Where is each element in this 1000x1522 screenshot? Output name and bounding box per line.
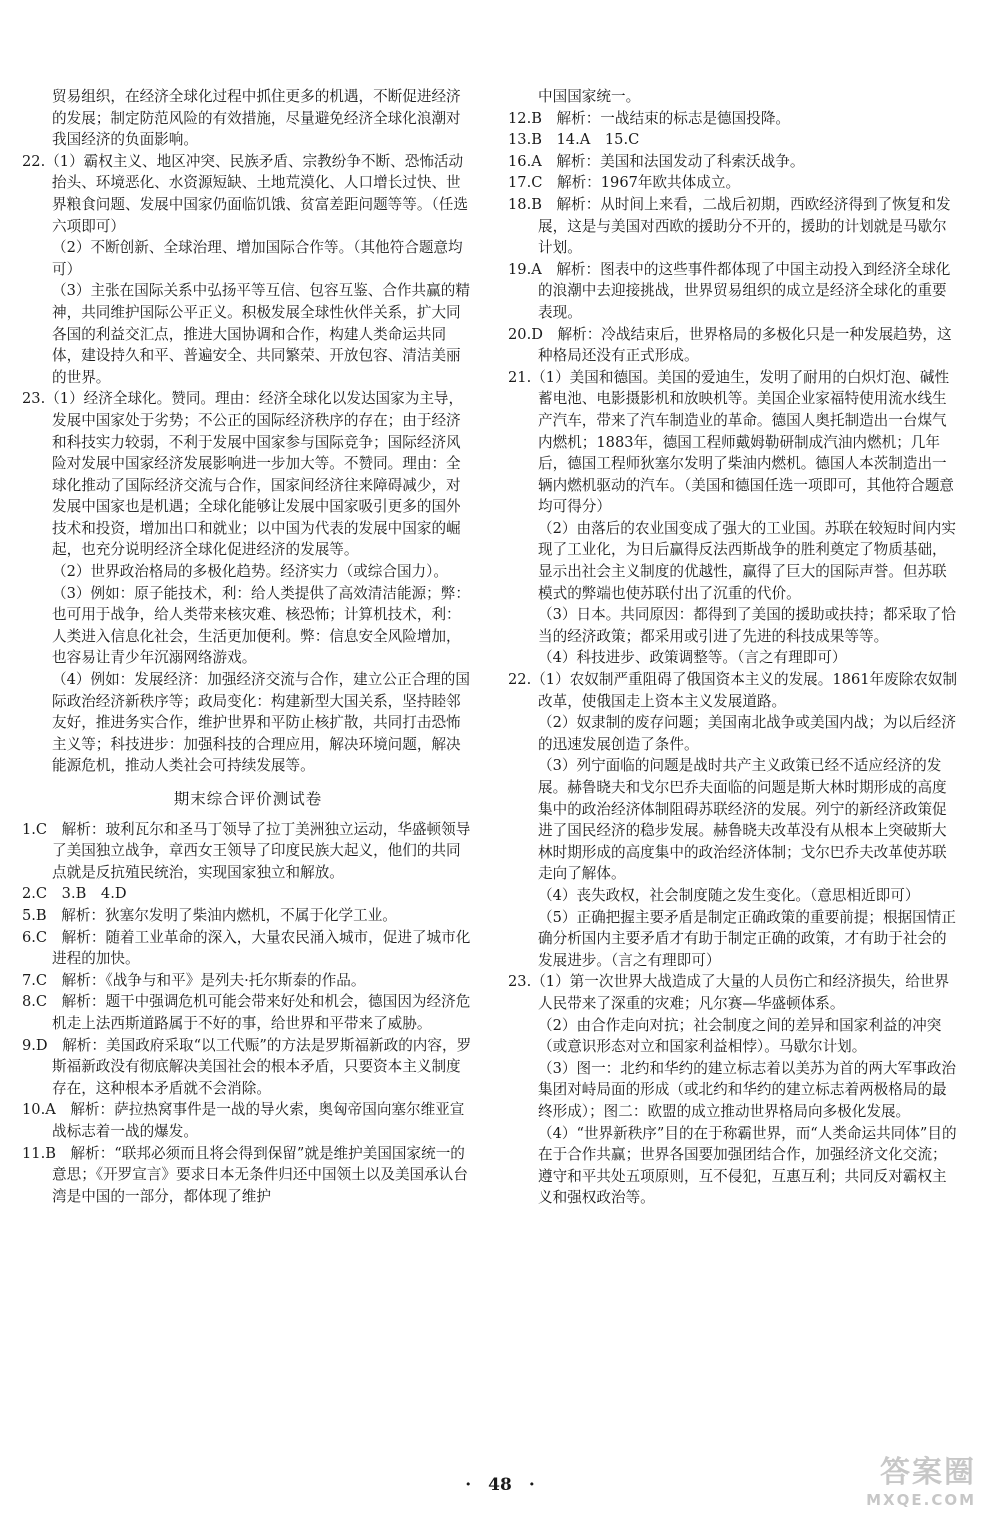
answer-entry: 9.D 解析：美国政府采取“以工代赈”的方法是罗斯福新政的内容，罗斯福新政没有彻底解决美国社会的根本矛盾，只要资本主义制度存在，这种根本矛盾就不会消除。 xyxy=(22,1036,472,1097)
section-title: 期末综合评价测试卷 xyxy=(173,790,323,808)
answer-entry: 18.B 解析：从时间上来看，二战后初期，西欧经济得到了恢复和发展，这是与美国对西欧的援助分不开的，援助的计划就是马歇尔计划。 xyxy=(508,195,951,257)
answer-paragraph: （2）世界政治格局的多极化趋势。经济实力（或综合国力）。 xyxy=(52,563,449,581)
answer-entry: 17.C 解析：1967年欧共体成立。 xyxy=(508,174,741,192)
answer-paragraph: （4）丧失政权，社会制度随之发生变化。（意思相近即可） xyxy=(538,886,920,904)
answer-entry: 7.C 解析：《战争与和平》是列夫·托尔斯泰的作品。 xyxy=(22,971,366,989)
answer-paragraph: （4）例如：发展经济：加强经济交流与合作，建立公正合理的国际政治经济新秩序等；政局变化：构建新型大国关系，坚持睦邻友好，推进务实合作，维护世界和平防止核扩散，共同打击恐怖主义等；科技进步：加强科技的合理应用，解决环境问题，解决能源危机，推动人类社会可持续发展等。 xyxy=(52,671,470,775)
answer-entry: 10.A 解析：萨拉热窝事件是一战的导火索，奥匈帝国向塞尔维亚宣战标志着一战的爆发。 xyxy=(22,1101,465,1140)
answer-entry: 11.B 解析：“联邦必须而且将会得到保留”就是维护美国国家统一的意思；《开罗宣言》要求日本无条件归还中国领土以及美国承认台湾是中国的一部分，都体现了维护 xyxy=(22,1144,468,1205)
watermark-url: MXQE.COM xyxy=(866,1491,976,1509)
answer-entry: 6.C 解析：随着工业革命的深入，大量农民涌入城市，促进了城市化进程的加快。 xyxy=(22,928,471,968)
answer-paragraph: （3）列宁面临的问题是战时共产主义政策已经不适应经济的发展。赫鲁晓夫和戈尔巴乔夫面临的问题是斯大林时期形成的高度集中的政治经济体制阻碍苏联经济的发展。列宁的新经济政策促进了国民经济的稳步发展。赫鲁晓夫改革没有从根本上突破斯大林时期形成的高度集中的政治经济体制；戈尔巴乔夫改革使苏联走向了解体。 xyxy=(538,757,947,883)
answer-entry: 8.C 解析：题干中强调危机可能会带来好处和机会，德国因为经济危机走上法西斯道路属于不好的事，给世界和平带来了威胁。 xyxy=(22,993,471,1032)
answer-paragraph: （3）图一：北约和华约的建立标志着以美苏为首的两大军事政治集团对峙局面的形成（或北约和华约的建立标志着两极格局的最终形成）；图二：欧盟的成立推动世界格局向多极化发展。 xyxy=(538,1059,956,1120)
answer-paragraph: （4）“世界新秩序”目的在于称霸世界，而“人类命运共同体”目的在于合作共赢；世界各国要加强团结合作，加强经济文化交流；遵守和平共处五项原则，互不侵犯，互惠互利；共同反对霸权主义和强权政治等。 xyxy=(538,1124,957,1207)
answer-paragraph: 中国国家统一。 xyxy=(538,88,641,105)
watermark-logo xyxy=(746,1455,976,1515)
answer-paragraph: （5）正确把握主要矛盾是制定正确政策的重要前提；根据国情正确分析国内主要矛盾才有助于制定正确的政策，才有助于社会的发展进步。（言之有理即可） xyxy=(538,908,956,969)
answer-entry: 16.A 解析：美国和法国发动了科索沃战争。 xyxy=(508,152,805,170)
answer-entry: 22.（1）农奴制严重阻碍了俄国资本主义的发展。1861年废除农奴制改革，使俄国走上资本主义发展道路。 xyxy=(508,671,958,710)
answer-paragraph: （3）例如：原子能技术，利：给人类提供了高效清洁能源；弊：也可用于战争，给人类带来核灾难、核恐怖；计算机技术，利：人类进入信息化社会，生活更加便利。弊：信息安全风险增加，也容易让青少年沉溺网络游戏。 xyxy=(52,584,470,667)
answer-entry: 19.A 解析：图表中的这些事件都体现了中国主动投入到经济全球化的浪潮中去迎接挑战，世界贸易组织的成立是经济全球化的重要表现。 xyxy=(508,260,951,321)
watermark-text: 答案圈 xyxy=(880,1455,976,1490)
answer-entry: 22.（1）霸权主义、地区冲突、民族矛盾、宗教纷争不断、恐怖活动抬头、环境恶化、水资源短缺、土地荒漠化、人口增长过快、世界粮食问题、发展中国家仍面临饥饿、贫富差距问题等等。（任选六项即可） xyxy=(22,152,468,235)
answer-entry: 20.D 解析：冷战结束后，世界格局的多极化只是一种发展趋势，这种格局还没有正式形成。 xyxy=(508,325,952,365)
answer-entry: 12.B 解析：一战结束的标志是德国投降。 xyxy=(508,109,791,127)
answer-paragraph: （3）主张在国际关系中弘扬平等互信、包容互鉴、合作共赢的精神，共同维护国际公平正义。积极发展全球性伙伴关系，扩大同各国的利益交汇点，推进大国协调和合作，构建人类命运共同体，建设持久和平、普遍安全、共同繁荣、开放包容、清洁美丽的世界。 xyxy=(52,282,470,386)
answer-paragraph: （2）由合作走向对抗；社会制度之间的差异和国家利益的冲突（或意识形态对立和国家利益相悖）。马歇尔计划。 xyxy=(538,1016,942,1056)
answer-paragraph: （2）由落后的农业国变成了强大的工业国。苏联在较短时间内实现了工业化，为日后赢得反法西斯战争的胜利奠定了物质基础，显示出社会主义制度的优越性，赢得了巨大的国际声誉。但苏联模式的弊端也使苏联付出了沉重的代价。 xyxy=(538,519,956,602)
right-column xyxy=(508,86,960,1209)
answer-entry: 23.（1）第一次世界大战造成了大量的人员伤亡和经济损失，给世界人民带来了深重的灾难；凡尔赛—华盛顿体系。 xyxy=(508,973,950,1012)
answer-entry: 5.B 解析：狄塞尔发明了柴油内燃机，不属于化学工业。 xyxy=(22,906,397,924)
answer-paragraph: （3）日本。共同原因：都得到了美国的援助或扶持；都采取了恰当的经济政策；都采用或引进了先进的科技成果等等。 xyxy=(538,606,956,645)
answer-paragraph: （4）科技进步、政策调整等。（言之有理即可） xyxy=(538,649,847,667)
answer-entry: 23.（1）经济全球化。赞同。理由：经济全球化以发达国家为主导，发展中国家处于劣势；不公正的国际经济秩序的存在；由于经济和科技实力较弱，不利于发展中国家参与国际竞争；国际经济风险对发展中国家经济发展影响进一步加大等。不赞同。理由：全球化推动了国际经济交流与合作，国家间经济往来障碍减少，对发展中国家也是机遇；全球化能够让发展中国家吸引更多的国外技术和投资，增加出口和就业；以中国为代表的发展中国家的崛起，也充分说明经济全球化促进经济的发展等。 xyxy=(22,390,464,559)
answer-paragraph: 贸易组织，在经济全球化过程中抓住更多的机遇，不断促进经济的发展；制定防范风险的有效措施，尽量避免经济全球化浪潮对我国经济的负面影响。 xyxy=(52,88,461,149)
answer-entry: 1.C 解析：玻利瓦尔和圣马丁领导了拉丁美洲独立运动，华盛顿领导了美国独立战争，章西女王领导了印度民族大起义，他们的共同点就是反抗殖民统治，实现国家独立和解放。 xyxy=(22,820,471,881)
page-number: · 48 · xyxy=(465,1475,535,1495)
answer-entry: 13.B 14.A 15.C xyxy=(508,131,640,149)
answer-entry: 21.（1）美国和德国。美国的爱迪生，发明了耐用的白炽灯泡、碱性蓄电池、电影摄影机和放映机等。美国企业家福特使用流水线生产汽车，带来了汽车制造业的革命。德国人奥托制造出一台煤气内燃机；1883年，德国工程师戴姆勒研制成汽油内燃机；几年后，德国工程师狄塞尔发明了柴油内燃机。德国人本茨制造出一辆内燃机驱动的汽车。（美国和德国任选一项即可，其他符合题意均可得分） xyxy=(508,368,954,516)
answer-paragraph: （2）不断创新、全球治理、增加国际合作等。（其他符合题意均可） xyxy=(52,239,463,278)
left-column xyxy=(22,86,474,1207)
answer-entry: 2.C 3.B 4.D xyxy=(22,885,127,903)
answer-paragraph: （2）奴隶制的废存问题；美国南北战争或美国内战；为以后经济的迅速发展创造了条件。 xyxy=(538,714,956,753)
